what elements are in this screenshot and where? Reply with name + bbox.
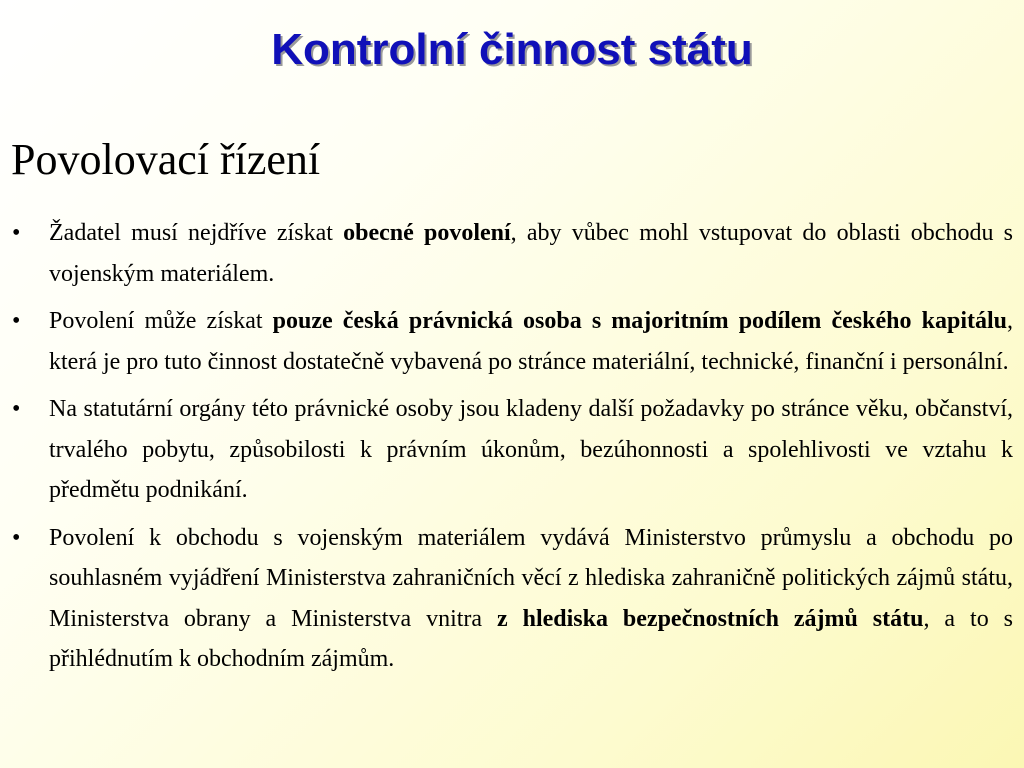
bullet-text: Povolení může získat bbox=[49, 308, 273, 334]
bullet-icon: • bbox=[12, 308, 21, 334]
bullet-icon: • bbox=[12, 220, 21, 246]
bullet-icon: • bbox=[12, 524, 21, 551]
section-heading: Povolovací řízení bbox=[11, 135, 321, 184]
bullet-emphasis: pouze česká právnická osoba s majoritním podílem českého kapitálu bbox=[272, 308, 1007, 334]
bullet-item-3 bbox=[0, 389, 1024, 511]
bullet-text: Povolení k obchodu s vojenským materiálem vydává Ministerstvo průmyslu a obchodu po souhlasném vyjádření Ministerstva zahraničních věcí z hlediska zahraničně politických zájmů státu, Ministerstva obrany a Ministerstva vnitra bbox=[49, 524, 1013, 632]
bullet-item-1 bbox=[0, 213, 1024, 294]
bullet-list bbox=[0, 213, 1024, 687]
bullet-emphasis: z hlediska bezpečnostních zájmů státu bbox=[497, 605, 924, 632]
bullet-item-4 bbox=[0, 518, 1024, 680]
bullet-text: , aby vůbec mohl vstupovat do oblasti obchodu s vojenským materiálem. bbox=[49, 220, 1014, 287]
bullet-text: , která je pro tuto činnost dostatečně vybavená po stránce materiální, technické, finanční i personální. bbox=[49, 308, 1013, 375]
bullet-emphasis: obecné povolení bbox=[343, 220, 511, 246]
bullet-icon: • bbox=[12, 396, 21, 422]
bullet-item-2 bbox=[0, 301, 1024, 382]
bullet-text: , a to s přihlédnutím k obchodním zájmům. bbox=[49, 605, 1013, 672]
slide-title: Kontrolní činnost státu bbox=[271, 25, 753, 74]
bullet-text: Na statutární orgány této právnické osoby jsou kladeny další požadavky po stránce věku, občanství, trvalého pobytu, způsobilosti k právním úkonům, bezúhonnosti a spolehlivosti ve vztahu k předmětu podnikání. bbox=[49, 396, 1013, 503]
bullet-text: Žadatel musí nejdříve získat bbox=[49, 220, 344, 246]
